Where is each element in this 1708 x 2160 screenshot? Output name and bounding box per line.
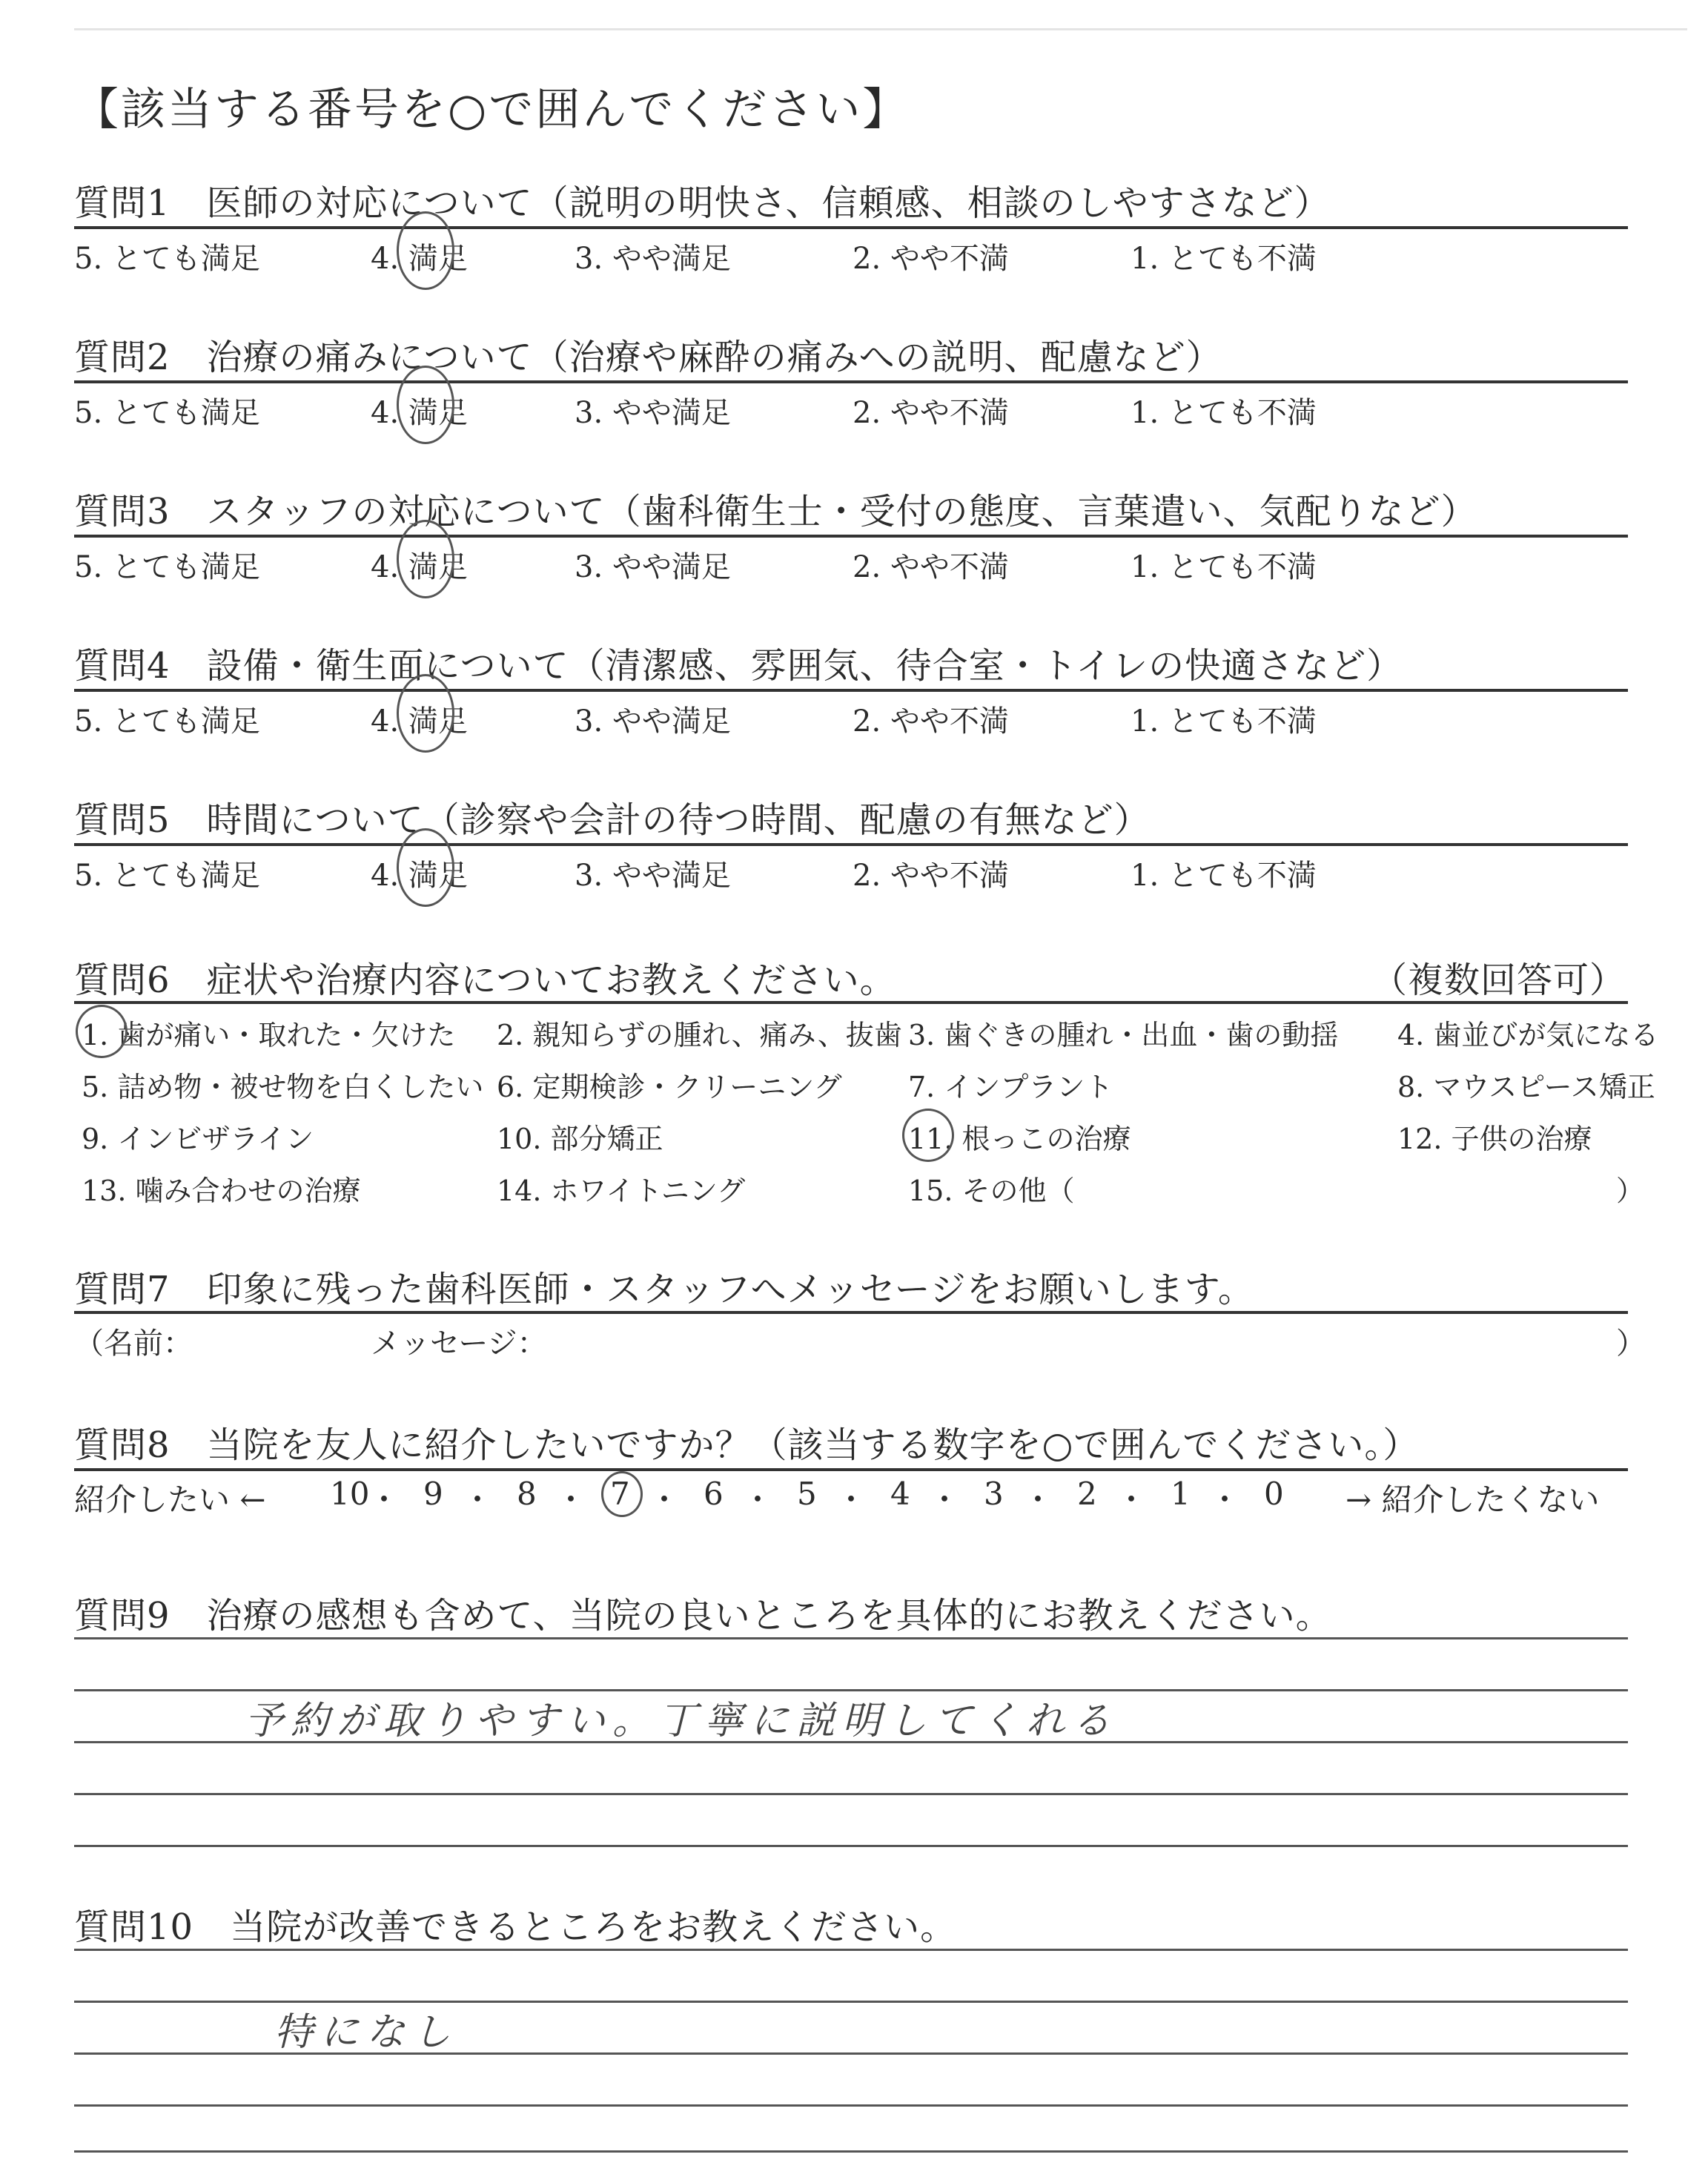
q8-separator: ・ bbox=[555, 1482, 587, 1518]
q5-option[interactable]: 5. とても満足 bbox=[74, 859, 260, 893]
q6-option[interactable]: 14. ホワイトニング bbox=[497, 1175, 746, 1207]
q5-option[interactable]: 3. やや満足 bbox=[575, 859, 731, 893]
q8-separator: ・ bbox=[929, 1482, 961, 1518]
q8-scale-number[interactable]: 10 bbox=[330, 1476, 370, 1512]
q8-separator: ・ bbox=[649, 1482, 681, 1518]
q2-option[interactable]: 5. とても満足 bbox=[74, 396, 260, 430]
q10-line-4 bbox=[74, 2104, 1628, 2107]
q2-title: 質問2 治療の痛みについて（治療や麻酔の痛みへの説明、配慮など） bbox=[74, 337, 1222, 378]
q3-option[interactable]: 3. やや満足 bbox=[575, 550, 731, 584]
q8-rule bbox=[74, 1468, 1628, 1471]
q8-separator: ・ bbox=[368, 1482, 400, 1518]
q1-option[interactable]: 5. とても満足 bbox=[74, 242, 260, 276]
q4-selection-circle bbox=[397, 674, 454, 753]
q7-title: 質問7 印象に残った歯科医師・スタッフへメッセージをお願いします。 bbox=[74, 1269, 1254, 1310]
q7-message-label: メッセージ： bbox=[371, 1327, 547, 1361]
q6-rule bbox=[74, 1001, 1628, 1004]
q2-option[interactable]: 2. やや不満 bbox=[853, 396, 1009, 430]
q9-handwritten-answer: 予約が取りやすい。丁寧に説明してくれる bbox=[245, 1699, 1119, 1743]
q10-line-5 bbox=[74, 2150, 1628, 2153]
q7-close-paren: ） bbox=[1616, 1327, 1646, 1361]
q2-rule bbox=[74, 380, 1628, 383]
q8-right-label: → 紹介したくない bbox=[1345, 1482, 1600, 1518]
q2-option[interactable]: 4. 満足 bbox=[371, 396, 468, 430]
q9-title: 質問9 治療の感想も含めて、当院の良いところを具体的にお教えください。 bbox=[74, 1595, 1332, 1636]
q3-option[interactable]: 1. とても不満 bbox=[1131, 550, 1317, 584]
q4-option[interactable]: 5. とても満足 bbox=[74, 704, 260, 739]
q6-option[interactable]: 3. 歯ぐきの腫れ・出血・歯の動揺 bbox=[908, 1019, 1339, 1051]
top-edge-line bbox=[74, 28, 1687, 30]
q6-option[interactable]: 15. その他（ bbox=[908, 1175, 1075, 1207]
q5-title: 質問5 時間について（診察や会計の待つ時間、配慮の有無など） bbox=[74, 799, 1151, 841]
q6-option[interactable]: 12. 子供の治療 bbox=[1397, 1123, 1592, 1155]
q9-line-1 bbox=[74, 1637, 1628, 1639]
q6-option[interactable]: 10. 部分矯正 bbox=[497, 1123, 663, 1155]
q10-handwritten-answer: 特になし bbox=[274, 2010, 459, 2055]
q1-rule bbox=[74, 226, 1628, 229]
q9-line-5 bbox=[74, 1845, 1628, 1847]
q8-separator: ・ bbox=[1209, 1482, 1241, 1518]
q8-selection-circle bbox=[601, 1471, 643, 1517]
q1-option[interactable]: 4. 満足 bbox=[371, 242, 468, 276]
q7-name-label: （名前： bbox=[74, 1327, 193, 1361]
q6-option[interactable]: 9. インビザライン bbox=[82, 1123, 314, 1155]
q6-option[interactable]: 1. 歯が痛い・取れた・欠けた bbox=[82, 1019, 456, 1051]
q3-option[interactable]: 2. やや不満 bbox=[853, 550, 1009, 584]
q1-selection-circle bbox=[397, 211, 454, 290]
q4-title: 質問4 設備・衛生面について（清潔感、雰囲気、待合室・トイレの快適さなど） bbox=[74, 645, 1403, 687]
q8-separator: ・ bbox=[462, 1482, 494, 1518]
q6-option[interactable]: 13. 噛み合わせの治療 bbox=[82, 1175, 361, 1207]
q4-rule bbox=[74, 689, 1628, 692]
q3-selection-circle bbox=[397, 520, 454, 598]
q1-option[interactable]: 2. やや不満 bbox=[853, 242, 1009, 276]
q3-option[interactable]: 4. 満足 bbox=[371, 550, 468, 584]
q5-option[interactable]: 1. とても不満 bbox=[1131, 859, 1317, 893]
q6-option[interactable]: 11. 根っこの治療 bbox=[908, 1123, 1131, 1155]
q4-option[interactable]: 2. やや不満 bbox=[853, 704, 1009, 739]
q2-selection-circle bbox=[397, 366, 454, 444]
q8-scale-number[interactable]: 8 bbox=[517, 1476, 537, 1512]
q8-scale-number[interactable]: 1 bbox=[1171, 1476, 1191, 1512]
instruction-heading: 【該当する番号を○で囲んでください】 bbox=[74, 84, 910, 136]
q8-scale-number[interactable]: 2 bbox=[1077, 1476, 1097, 1512]
q4-option[interactable]: 1. とても不満 bbox=[1131, 704, 1317, 739]
q8-scale-number[interactable]: 3 bbox=[984, 1476, 1004, 1512]
q6-note: （複数回答可） bbox=[1371, 960, 1626, 1001]
q6-option[interactable]: 4. 歯並びが気になる bbox=[1397, 1019, 1659, 1051]
q8-scale-number[interactable]: 0 bbox=[1264, 1476, 1284, 1512]
q5-selection-circle bbox=[397, 828, 454, 907]
q8-scale-number[interactable]: 5 bbox=[797, 1476, 817, 1512]
q6-option[interactable]: 7. インプラント bbox=[908, 1071, 1113, 1103]
q8-title: 質問8 当院を友人に紹介したいですか？（該当する数字を○で囲んでください。） bbox=[74, 1424, 1420, 1466]
q8-separator: ・ bbox=[742, 1482, 774, 1518]
q6-option[interactable]: 8. マウスピース矯正 bbox=[1397, 1071, 1655, 1103]
q2-option[interactable]: 3. やや満足 bbox=[575, 396, 731, 430]
q8-left-label: 紹介したい ← bbox=[74, 1482, 266, 1518]
q8-scale-number[interactable]: 7 bbox=[610, 1476, 630, 1512]
q9-line-4 bbox=[74, 1793, 1628, 1795]
q5-rule bbox=[74, 843, 1628, 846]
q8-scale-number[interactable]: 4 bbox=[890, 1476, 910, 1512]
q10-line-1 bbox=[74, 1949, 1628, 1951]
q3-rule bbox=[74, 535, 1628, 538]
q6-other-close-paren: ） bbox=[1616, 1175, 1645, 1207]
q6-title: 質問6 症状や治療内容についてお教えください。 bbox=[74, 960, 896, 1001]
q8-separator: ・ bbox=[1116, 1482, 1148, 1518]
q4-option[interactable]: 3. やや満足 bbox=[575, 704, 731, 739]
q4-option[interactable]: 4. 満足 bbox=[371, 704, 468, 739]
q8-separator: ・ bbox=[835, 1482, 867, 1518]
q1-option[interactable]: 1. とても不満 bbox=[1131, 242, 1317, 276]
q3-option[interactable]: 5. とても満足 bbox=[74, 550, 260, 584]
q5-option[interactable]: 4. 満足 bbox=[371, 859, 468, 893]
q1-option[interactable]: 3. やや満足 bbox=[575, 242, 731, 276]
q6-option[interactable]: 2. 親知らずの腫れ、痛み、抜歯 bbox=[497, 1019, 902, 1051]
q8-separator: ・ bbox=[1022, 1482, 1054, 1518]
q6-selection-circle bbox=[76, 1005, 128, 1058]
q6-option[interactable]: 6. 定期検診・クリーニング bbox=[497, 1071, 842, 1103]
q7-rule bbox=[74, 1311, 1628, 1314]
q6-option[interactable]: 5. 詰め物・被せ物を白くしたい bbox=[82, 1071, 484, 1103]
q8-scale-number[interactable]: 9 bbox=[423, 1476, 443, 1512]
q8-scale-number[interactable]: 6 bbox=[704, 1476, 724, 1512]
q10-title: 質問10 当院が改善できるところをお教えください。 bbox=[74, 1906, 957, 1948]
q3-title: 質問3 スタッフの対応について（歯科衛生士・受付の態度、言葉遣い、気配りなど） bbox=[74, 491, 1477, 532]
q5-option[interactable]: 2. やや不満 bbox=[853, 859, 1009, 893]
q6-selection-circle bbox=[902, 1109, 954, 1162]
q2-option[interactable]: 1. とても不満 bbox=[1131, 396, 1317, 430]
q1-title: 質問1 医師の対応について（説明の明快さ、信頼感、相談のしやすさなど） bbox=[74, 182, 1331, 224]
